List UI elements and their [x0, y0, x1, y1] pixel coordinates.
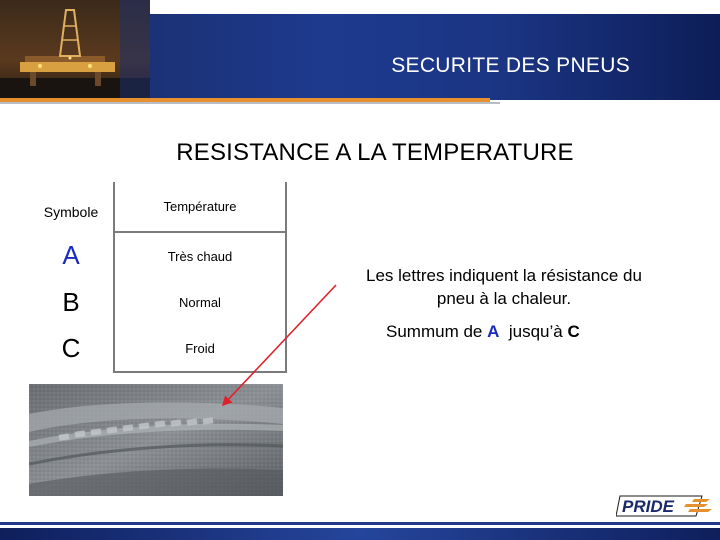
table-row: [29, 232, 286, 279]
summary-letter-a: A: [487, 322, 500, 341]
footer-divider: [0, 522, 720, 525]
summary-letter-c: C: [567, 322, 580, 341]
pride-logo: [616, 490, 714, 520]
summary-prefix: Summum de: [386, 322, 483, 341]
header: [0, 0, 720, 108]
info-line-2: pneu à la chaleur.: [436, 289, 572, 308]
table-header-temperature: Température: [114, 182, 286, 232]
table-cell-temperature: Froid: [114, 325, 286, 372]
table-header-symbol: Symbole: [43, 204, 99, 220]
info-line-1: Les lettres indiquent la résistance du: [366, 266, 642, 285]
header-title: SECURITE DES PNEUS: [391, 54, 630, 77]
summary-text: [386, 322, 580, 342]
page-title: RESISTANCE A LA TEMPERATURE: [176, 139, 574, 166]
tire-sidewall-photo: [29, 384, 283, 496]
table-cell-temperature: Normal: [114, 279, 286, 325]
footer-bar: [0, 528, 720, 540]
table-cell-symbol: C: [61, 333, 81, 363]
table-header-row: [29, 182, 286, 232]
temperature-table: [29, 182, 287, 373]
table-row: [29, 279, 286, 325]
table-cell-symbol: A: [62, 240, 80, 270]
summary-middle: jusqu’à: [508, 322, 563, 341]
table-row: [29, 325, 286, 372]
oil-rig-image: [0, 0, 150, 100]
info-text: [334, 264, 674, 310]
table-cell-symbol: B: [62, 286, 80, 317]
table-cell-temperature: Très chaud: [114, 232, 286, 279]
header-gray-divider: [0, 102, 500, 104]
pride-logo-text: PRIDE: [622, 497, 674, 516]
header-top-strip: [150, 0, 720, 14]
